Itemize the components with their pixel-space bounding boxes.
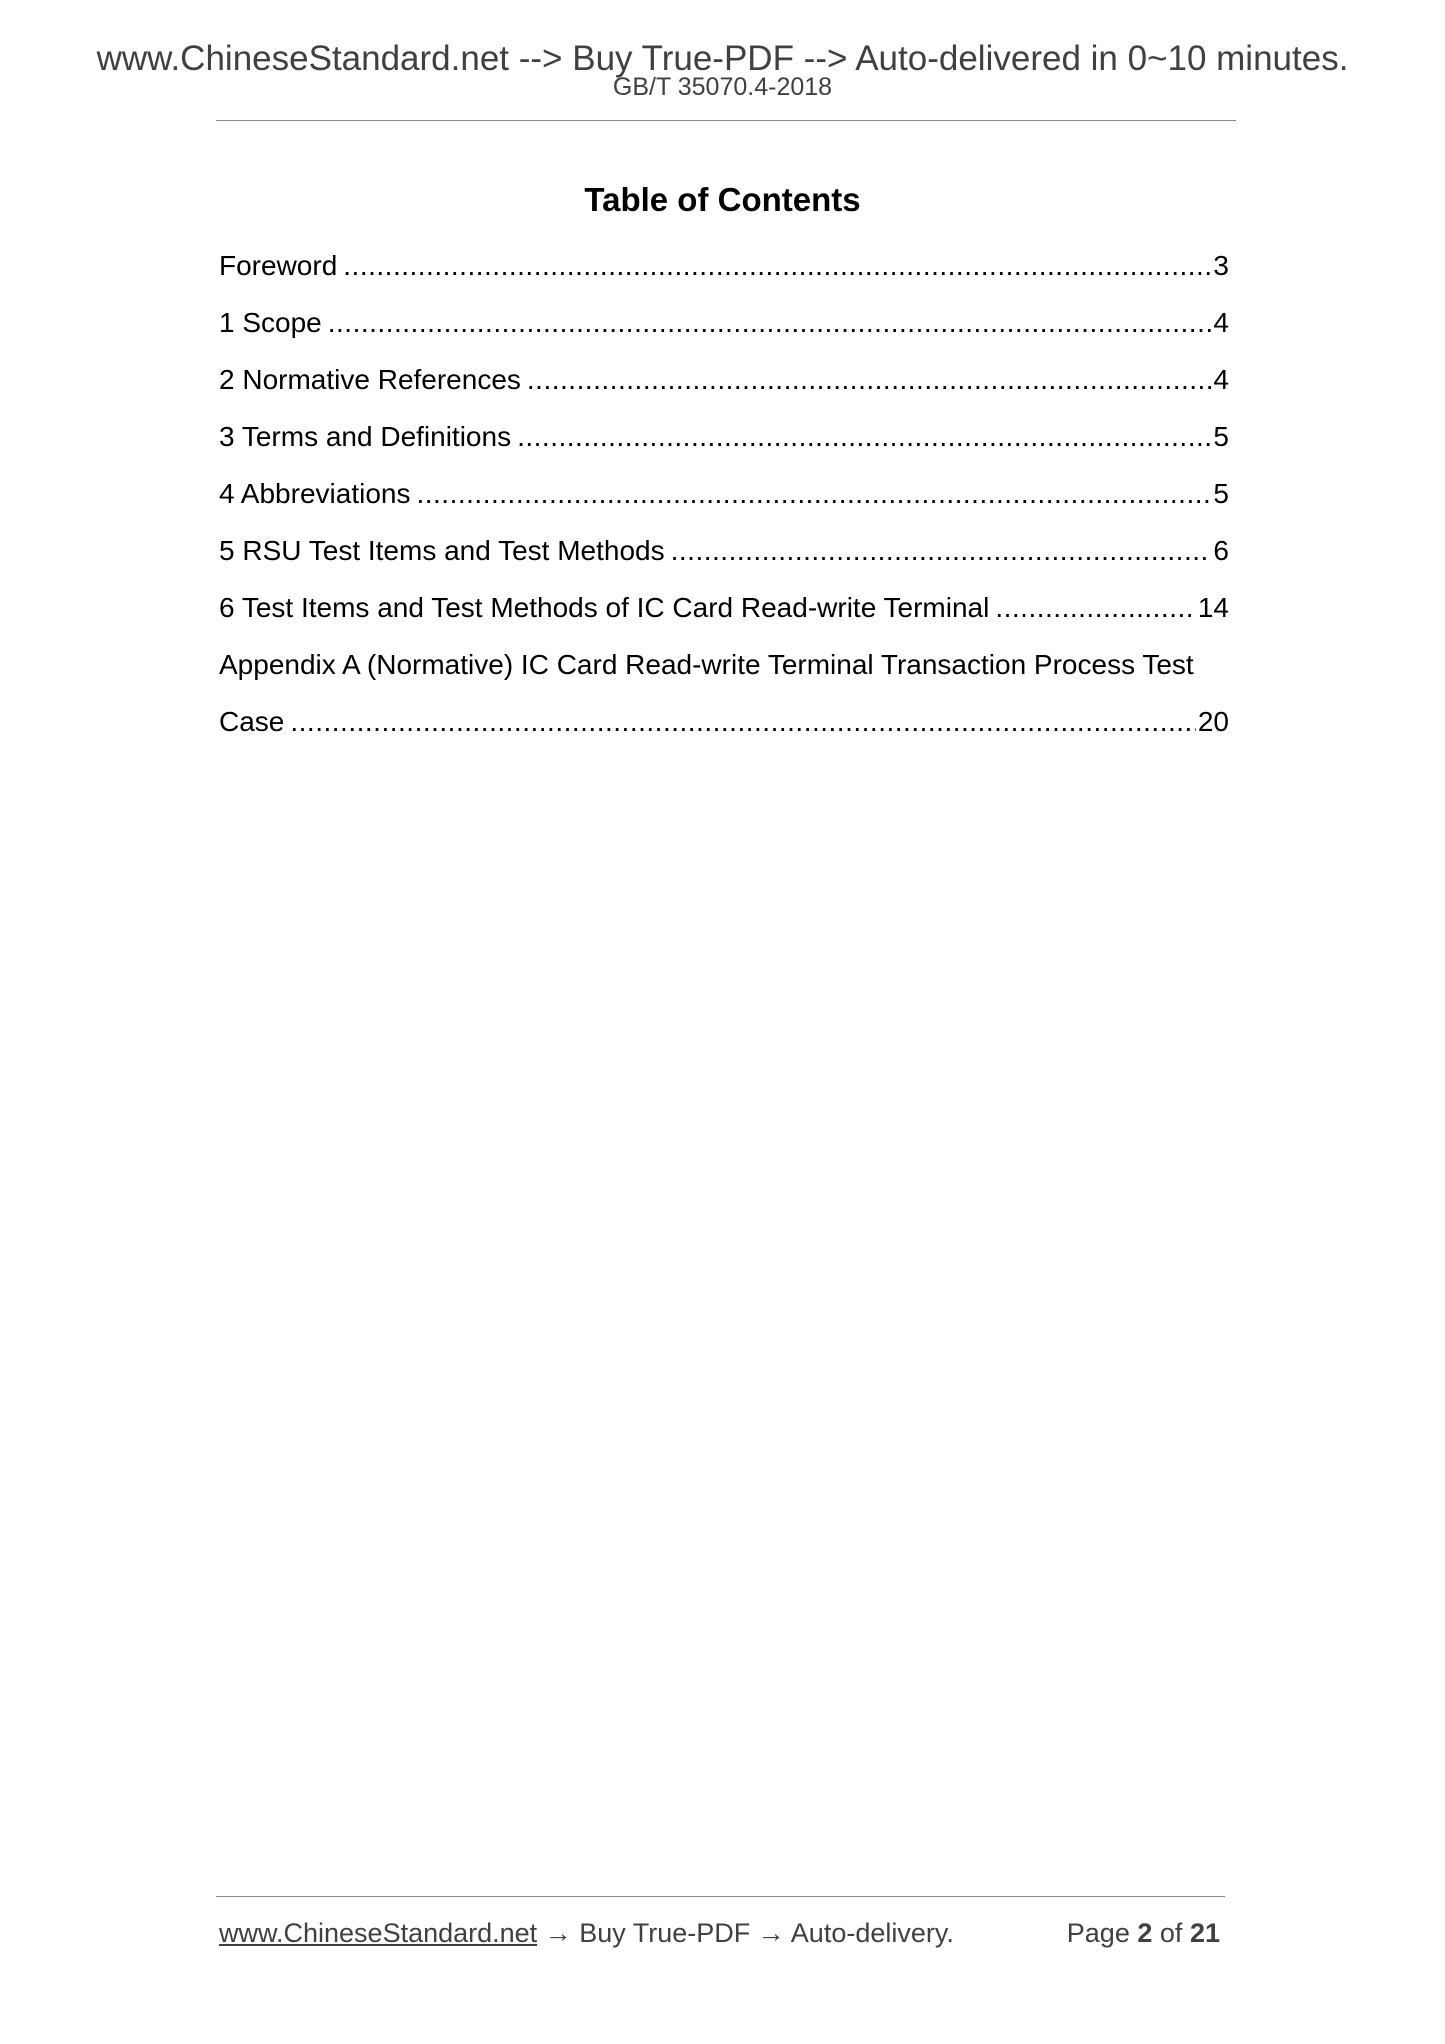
toc-leader-dots xyxy=(290,704,1195,740)
toc-entry-page: 14 xyxy=(1197,592,1229,623)
toc-entry-scope[interactable] xyxy=(219,305,1229,362)
table-of-contents xyxy=(219,248,1229,761)
toc-title: Table of Contents xyxy=(584,181,861,218)
page-current: 2 xyxy=(1137,1918,1153,1948)
toc-entry-label: 6 Test Items and Test Methods of IC Card Read-write Terminal xyxy=(219,592,990,623)
toc-entry-label: 3 Terms and Definitions xyxy=(219,421,512,452)
toc-entry-normative-references[interactable] xyxy=(219,362,1229,419)
toc-entry-page: 5 xyxy=(1213,478,1229,509)
page-total: 21 xyxy=(1189,1918,1220,1948)
toc-entry-ic-card-test-items[interactable] xyxy=(219,590,1229,647)
toc-entry-page: 4 xyxy=(1213,364,1229,395)
toc-entry-label: 2 Normative References xyxy=(219,364,521,395)
header-divider xyxy=(216,120,1236,121)
toc-leader-dots xyxy=(328,305,1212,341)
footer-promo xyxy=(219,1916,954,1950)
page-label: Page xyxy=(1066,1918,1130,1948)
toc-leader-dots xyxy=(343,248,1211,284)
toc-leader-dots xyxy=(995,590,1196,626)
standard-code: GB/T 35070.4-2018 xyxy=(612,73,833,101)
toc-entry-page: 4 xyxy=(1213,307,1229,338)
toc-leader-dots xyxy=(517,419,1211,455)
toc-leader-dots xyxy=(416,476,1211,512)
toc-entry-page: 3 xyxy=(1213,250,1229,281)
toc-entry-page: 5 xyxy=(1213,421,1229,452)
footer-delivery-text: Auto-delivery. xyxy=(790,1918,954,1948)
toc-entry-appendix-a-line1[interactable]: Appendix A (Normative) IC Card Read-write Terminal Transaction Process Test xyxy=(219,649,1194,680)
toc-entry-page: 20 xyxy=(1197,706,1229,737)
toc-entry-label: 1 Scope xyxy=(219,307,322,338)
toc-leader-dots xyxy=(527,362,1212,398)
toc-entry-label: 5 RSU Test Items and Test Methods xyxy=(219,535,665,566)
toc-entry-rsu-test-items[interactable] xyxy=(219,533,1229,590)
page-indicator xyxy=(1067,1916,1220,1950)
toc-entry-appendix-a[interactable] xyxy=(219,704,1229,761)
header-banner: www.ChineseStandard.net --> Buy True-PDF --> Auto-delivered in 0~10 minutes. xyxy=(96,39,1349,78)
toc-entry-abbreviations[interactable] xyxy=(219,476,1229,533)
toc-entry-foreword[interactable] xyxy=(219,248,1229,305)
page-of-label: of xyxy=(1159,1918,1183,1948)
toc-entry-label: 4 Abbreviations xyxy=(219,478,411,509)
toc-leader-dots xyxy=(671,533,1212,569)
toc-entry-label: Foreword xyxy=(219,250,338,281)
toc-entry-label: Case xyxy=(219,706,285,737)
footer-divider xyxy=(216,1896,1225,1897)
toc-entry-terms-and-definitions[interactable] xyxy=(219,419,1229,476)
toc-entry-page: 6 xyxy=(1213,535,1229,566)
arrow-right-icon: → xyxy=(757,1918,785,1948)
footer-buy-text: Buy True-PDF xyxy=(579,1918,751,1948)
arrow-right-icon: → xyxy=(544,1918,572,1948)
footer-site-link[interactable]: www.ChineseStandard.net xyxy=(219,1918,538,1948)
